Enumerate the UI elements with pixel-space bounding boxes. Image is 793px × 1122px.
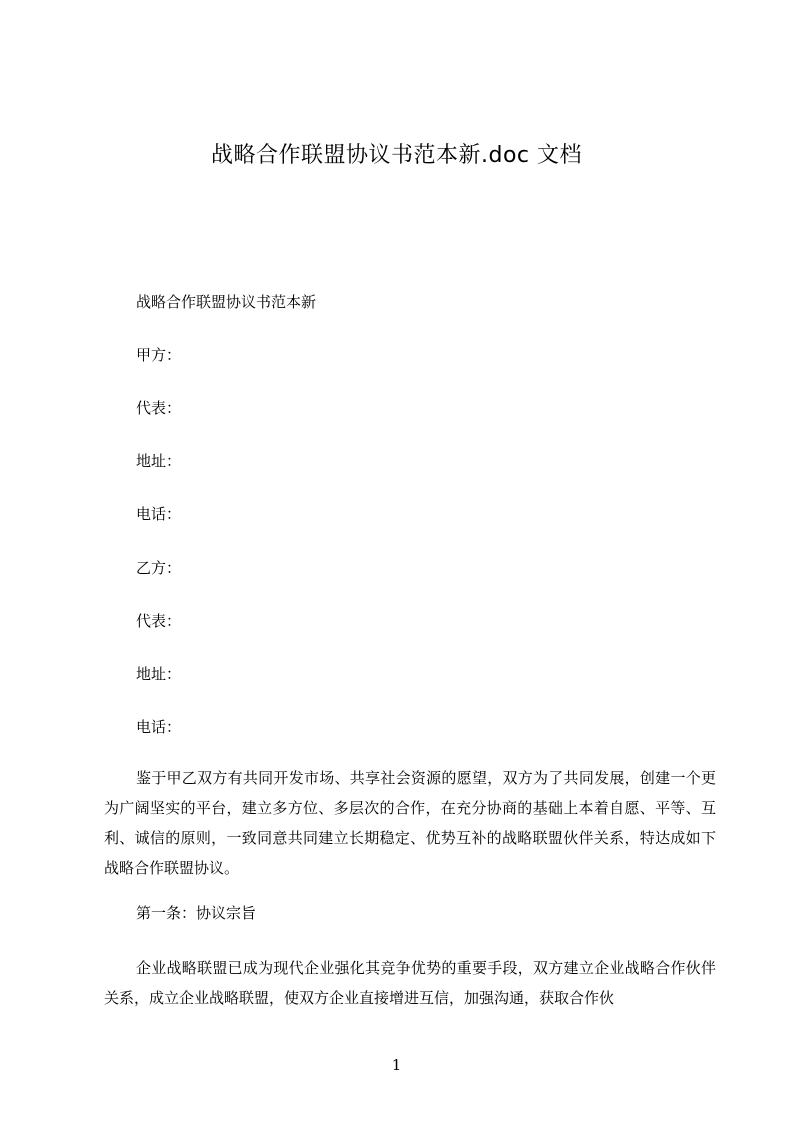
party-b-address-label: 地址： <box>136 665 182 683</box>
article-1-paragraph: 企业战略联盟已成为现代企业强化其竞争优势的重要手段，双方建立企业战略合作伙伴关系，成立企业战略联盟，使双方企业直接增进互信，加强沟通，获取合作伙 <box>104 959 716 1007</box>
party-a-representative-label: 代表： <box>136 399 182 417</box>
party-b-label: 乙方： <box>136 559 182 577</box>
party-b-phone-label: 电话： <box>136 718 182 736</box>
page-number: 1 <box>391 1056 402 1074</box>
party-a-label: 甲方： <box>136 346 182 364</box>
document-title: 战略合作联盟协议书范本新.doc 文档 <box>210 143 582 168</box>
agreement-subtitle: 战略合作联盟协议书范本新 <box>136 293 317 311</box>
party-a-phone-label: 电话： <box>136 505 182 523</box>
article-1-heading: 第一条：协议宗旨 <box>136 904 257 922</box>
party-a-address-label: 地址： <box>136 452 182 470</box>
party-b-representative-label: 代表： <box>136 612 182 630</box>
intro-paragraph: 鉴于甲乙双方有共同开发市场、共享社会资源的愿望，双方为了共同发展，创建一个更为广阔坚实的平台，建立多方位、多层次的合作，在充分协商的基础上本着自愿、平等、互利、诚信的原则，一致同意共同建立长期稳定、优势互补的战略联盟伙伴关系，特达成如下战略合作联盟协议。 <box>104 769 716 877</box>
